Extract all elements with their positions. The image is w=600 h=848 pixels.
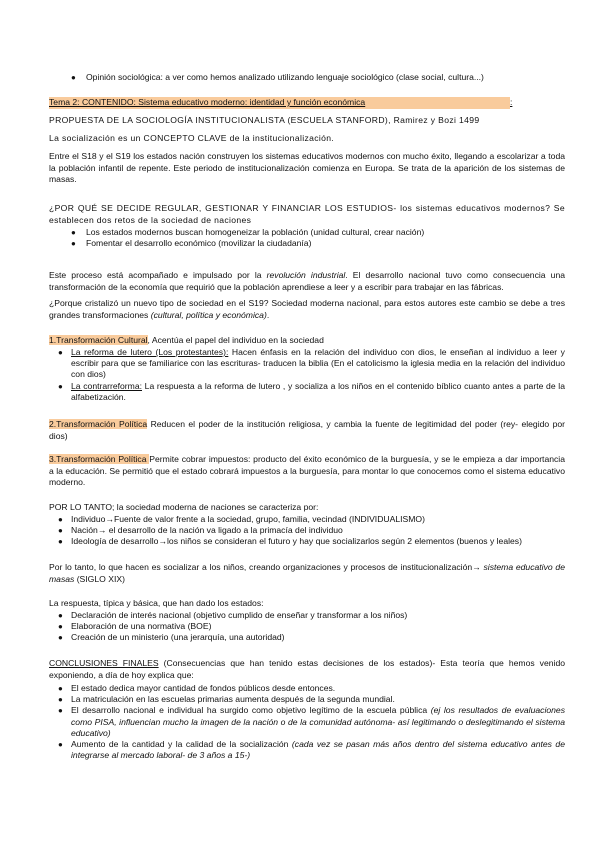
- list-item: ● Individuo→Fuente de valor frente a la sociedad, grupo, familia, vecindad (INDIVIDUALISMO): [58, 514, 425, 524]
- bullet-icon: ●: [58, 381, 63, 391]
- transformacion-politica-paragraph: 2.Transformación Política Reducen el poder de la institución religiosa, y cambia la fuente de legitimidad del poder (rey- elegido por dios): [49, 419, 565, 441]
- bullet-icon: ●: [58, 515, 63, 524]
- bullet-icon: ●: [58, 633, 63, 643]
- list-item: ● Nación→ el desarrollo de la nación va ligado a la primacía del individuo: [58, 525, 343, 536]
- retos-list: [49, 227, 565, 249]
- list-item: ● Fomentar el desarrollo económico (movilizar la ciudadanía): [71, 238, 312, 249]
- bullet-icon: ●: [58, 622, 63, 632]
- transformacion-politica-2-paragraph: 3.Transformación Política Permite cobrar impuestos: producto del éxito económico de la burguesía, y se le empieza a dar importancia a la educación. Se permitió que el estado cobrará impuestos a la burguesía, para montar lo que conocemos como el sistema educativo moderno.: [49, 454, 565, 488]
- tema-heading: Tema 2: CONTENIDO: Sistema educativo moderno: identidad y función económica :: [49, 97, 513, 107]
- list-item: ● Creación de un ministerio (una jerarquía, una autoridad): [58, 632, 285, 643]
- cristalizo-paragraph: ¿Porque cristalizó un nuevo tipo de sociedad en el S19? Sociedad moderna nacional, para estos autores este cambio se debe a tres grandes transformaciones (cultural, política y económica).: [49, 298, 565, 320]
- por-lo-tanto-2-paragraph: Por lo tanto, lo que hacen es socializar a los niños, creando organizaciones y procesos de institucionalización→ sistema educativo de masas (SIGLO XIX): [49, 562, 565, 584]
- intro-list: [49, 72, 565, 83]
- bullet-icon: ●: [71, 73, 76, 82]
- bullet-icon: ●: [58, 706, 63, 716]
- list-item: ● La contrarreforma: La respuesta a la reforma de lutero , y socializa a los niños en el contenido bíblico cuanto antes a parte de la alfabetización.: [58, 380, 565, 402]
- bullet-icon: ●: [58, 740, 63, 750]
- por-lo-tanto-heading: POR LO TANTO; la sociedad moderna de naciones se caracteriza por:: [49, 502, 319, 512]
- bullet-icon: ●: [58, 611, 63, 620]
- conclusiones-heading: CONCLUSIONES FINALES (Consecuencias que han tenido estas decisiones de los estados)- Esta teoría que hemos venido exponiendo, a día de hoy explica que:: [49, 658, 566, 680]
- list-item: ● El desarrollo nacional e individual ha surgido como objetivo legítimo de la escuela pública (ej los resultados de evaluaciones como PISA, influencian mucho la imagen de la nación o de la comunidad autónoma- así legitimando o deslegitimando el sistema educativo): [58, 705, 565, 738]
- list-item: ● El estado dedica mayor cantidad de fondos públicos desde entonces.: [58, 683, 336, 693]
- list-item: ● La matriculación en las escuelas primarias aumenta después de la segunda mundial.: [58, 694, 395, 705]
- proceso-paragraph: Este proceso está acompañado e impulsado por la revolución industrial. El desarrollo nacional tuvo como consecuencia una transformación de la economía que requirió que la población aprendiese a leer y a escribir para trabajar en las fábricas.: [49, 270, 565, 292]
- bullet-icon: ●: [58, 684, 63, 693]
- transformacion-cultural-list: [49, 347, 565, 403]
- list-item: ● Declaración de interés nacional (objetivo cumplido de enseñar y transformar a los niños): [58, 610, 408, 620]
- list-item: ● Opinión sociológica: a ver como hemos analizado utilizando lenguaje sociológico (clase social, cultura...): [71, 72, 484, 82]
- socializacion-paragraph: La socialización es un CONCEPTO CLAVE de la institucionalización.: [49, 133, 335, 143]
- bullet-icon: ●: [71, 239, 76, 249]
- entre-s18-paragraph: Entre el S18 y el S19 los estados nación construyen los sistemas educativos modernos con mucho éxito, llegando a escolarizar a toda la población infantil de repente. Este periodo de institucionalización comienza en Europa. Se trata de la aparición de los sistemas de masas.: [49, 151, 565, 185]
- respuesta-heading: La respuesta, típica y básica, que han dado los estados:: [49, 598, 264, 608]
- list-item: ● Ideología de desarrollo→los niños se consideran el futuro y hay que socializarlos según 2 elementos (buenos y leales): [58, 536, 522, 547]
- bullet-icon: ●: [58, 537, 63, 547]
- bullet-icon: ●: [58, 348, 63, 357]
- respuestas-list: [49, 610, 565, 644]
- caracteristicas-list: [49, 514, 565, 548]
- list-item: ● Aumento de la cantidad y la calidad de la socialización (cada vez se pasan más años dentro del sistema educativo antes de integrarse al mercado laboral- de 3 años a 15-): [58, 739, 565, 761]
- propuesta-heading: PROPUESTA DE LA SOCIOLOGÍA INSTITUCIONALISTA (ESCUELA STANFORD), Ramirez y Bozi 1499: [49, 115, 480, 125]
- bullet-icon: ●: [58, 526, 63, 536]
- list-item: ● Los estados modernos buscan homogeneizar la población (unidad cultural, crear nación): [71, 227, 425, 237]
- bullet-icon: ●: [71, 228, 76, 237]
- bullet-icon: ●: [58, 695, 63, 705]
- conclusiones-list: [49, 683, 565, 761]
- list-item: ● Elaboración de una normativa (BOE): [58, 621, 212, 632]
- list-item: ● La reforma de lutero (Los protestantes): Hacen énfasis en la relación del individuo con dios, le enseñan al individuo a leer y escribir para que se familiarice con las escrituras- traducen la biblia (En el catolicismo la iglesia media en la relación del individuo con dios): [58, 347, 565, 380]
- porque-decide-paragraph: ¿POR QUÉ SE DECIDE REGULAR, GESTIONAR Y FINANCIAR LOS ESTUDIOS- los sistemas educativos modernos? Se establecen dos retos de la sociedad de naciones: [49, 203, 565, 225]
- transformacion-cultural-heading: 1.Transformación Cultural, Acentúa el papel del individuo en la sociedad: [49, 335, 324, 345]
